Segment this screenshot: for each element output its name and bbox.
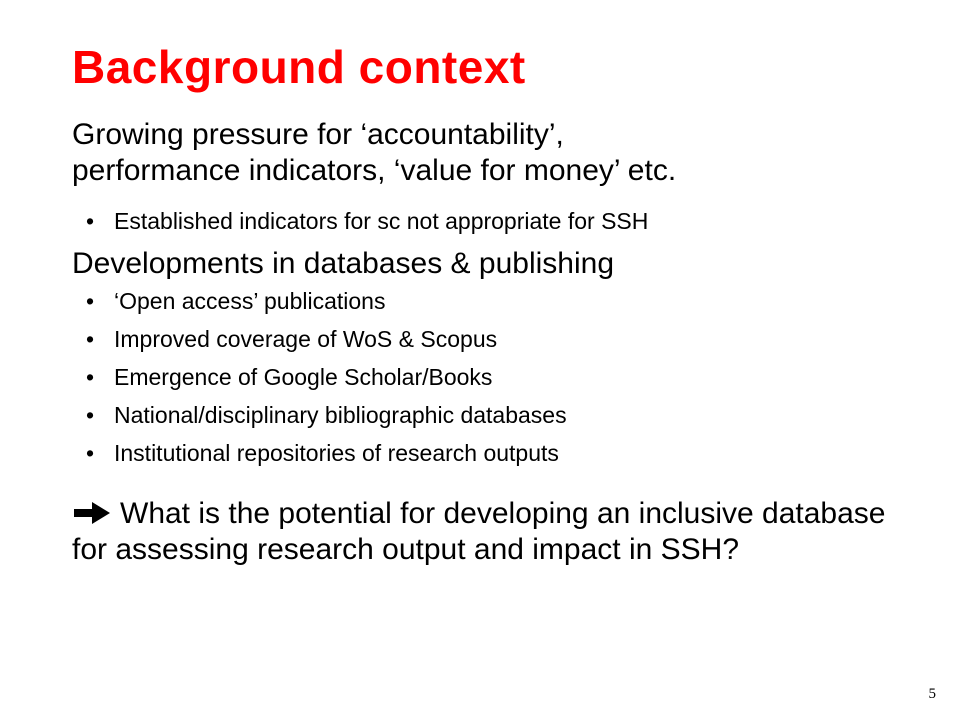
bullet-dot-icon: • bbox=[86, 402, 95, 428]
bullet-item bbox=[86, 282, 567, 320]
bullet-item bbox=[86, 320, 567, 358]
bullet-text: Improved coverage of WoS & Scopus bbox=[114, 326, 498, 352]
bullet-text: Emergence of Google Scholar/Books bbox=[114, 364, 493, 390]
bullet-dot-icon: • bbox=[86, 288, 95, 314]
bullet-item bbox=[86, 434, 567, 472]
bullet-dot-icon: • bbox=[86, 208, 95, 234]
section-growing-pressure-bullets bbox=[86, 202, 648, 240]
conclusion-question bbox=[72, 496, 892, 568]
bullet-text: Institutional repositories of research outputs bbox=[114, 440, 559, 466]
conclusion-text: What is the potential for developing an inclusive database for assessing research output and impact in SSH? bbox=[72, 497, 886, 566]
bullet-text: ‘Open access’ publications bbox=[114, 288, 386, 314]
bullet-dot-icon: • bbox=[86, 440, 95, 466]
bullet-dot-icon: • bbox=[86, 364, 95, 390]
right-arrow-icon bbox=[72, 501, 114, 525]
slide-number: 5 bbox=[928, 686, 936, 702]
section-growing-pressure-line-2: performance indicators, ‘value for money’ etc. bbox=[72, 154, 677, 187]
bullet-text: National/disciplinary bibliographic databases bbox=[114, 402, 567, 428]
bullet-item bbox=[86, 358, 567, 396]
bullet-item bbox=[86, 202, 648, 240]
section-growing-pressure bbox=[72, 117, 676, 189]
bullet-text: Established indicators for sc not appropriate for SSH bbox=[114, 208, 649, 234]
bullet-item bbox=[86, 396, 567, 434]
slide-title: Background context bbox=[72, 41, 526, 93]
section-developments-bullets bbox=[86, 282, 567, 472]
section-growing-pressure-line-1: Growing pressure for ‘accountability’, bbox=[72, 118, 564, 151]
section-developments: Developments in databases & publishing bbox=[72, 247, 615, 280]
bullet-dot-icon: • bbox=[86, 326, 95, 352]
